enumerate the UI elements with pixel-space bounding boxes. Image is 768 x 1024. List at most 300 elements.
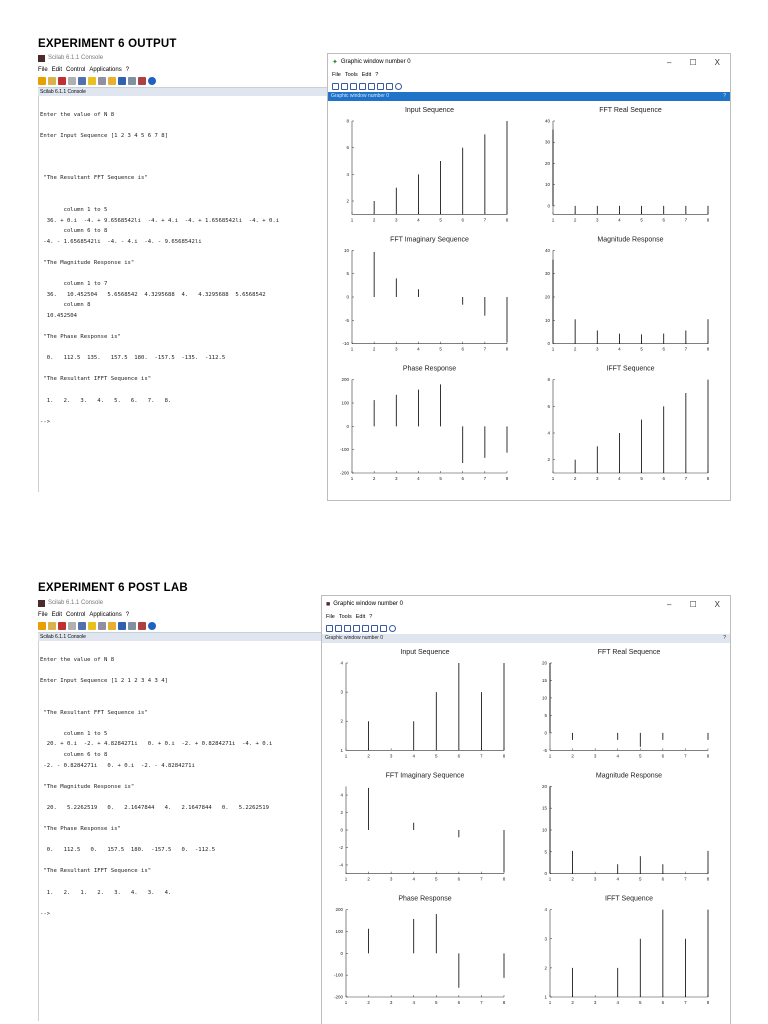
y-tick-label: 20 [544, 160, 550, 166]
console-line [40, 99, 330, 110]
x-tick-label: 4 [618, 476, 621, 481]
plot-area[interactable] [322, 643, 730, 1013]
console-toolbar [38, 620, 330, 632]
x-tick-label: 8 [706, 476, 710, 481]
y-tick-label: 10 [544, 182, 550, 188]
x-tick-label: 1 [344, 876, 348, 882]
datatip-icon[interactable] [362, 625, 369, 632]
x-tick-label: 1 [551, 217, 555, 223]
x-tick-label: 2 [571, 753, 574, 759]
console-line: column 1 to 5 [40, 206, 108, 213]
console-line: --> [40, 910, 51, 917]
stem-chart [547, 366, 709, 481]
console-line: 0. 112.5 135. 157.5 180. -157.5 -135. -112.5 [40, 355, 226, 362]
x-tick-label: 1 [350, 217, 354, 223]
zoom-fit-icon[interactable] [359, 83, 366, 90]
x-tick-label: 5 [639, 1000, 642, 1005]
x-tick-label: 7 [684, 876, 687, 882]
menu-help[interactable]: ? [375, 72, 379, 78]
y-tick-label: 10 [541, 827, 547, 833]
console-line: column 6 to 8 [40, 751, 108, 758]
x-tick-label: 7 [483, 217, 487, 223]
x-tick-label: 7 [684, 346, 688, 352]
help-icon[interactable] [148, 622, 156, 630]
y-tick-label: 0 [547, 203, 550, 209]
x-tick-label: 8 [505, 346, 509, 352]
y-tick-label: 100 [335, 929, 343, 934]
x-tick-label: 1 [350, 476, 354, 481]
menu-help[interactable]: ? [125, 611, 130, 618]
x-tick-label: 8 [502, 1000, 506, 1005]
console-line [40, 877, 330, 888]
x-tick-label: 6 [662, 476, 665, 481]
console-line [40, 247, 330, 258]
graphic-menu-bar [328, 70, 730, 80]
menu-tools[interactable]: Tools [338, 614, 352, 620]
console-line [40, 343, 330, 354]
module-icon[interactable] [128, 77, 136, 85]
plot-area[interactable] [328, 101, 730, 489]
x-tick-label: 7 [684, 753, 687, 759]
console-line: -2. - 0.8284271i 0. + 0.i -2. - 4.8284271i [40, 762, 195, 769]
x-tick-label: 7 [480, 1000, 483, 1005]
console-line: "The Phase Response is" [40, 334, 121, 341]
console-title: Scilab 6.1.1 Console [48, 600, 104, 606]
y-tick-label: 10 [343, 247, 349, 253]
new-script-icon[interactable] [38, 622, 46, 630]
x-tick-label: 8 [505, 476, 509, 481]
x-tick-label: 5 [439, 346, 442, 352]
x-tick-label: 6 [461, 346, 464, 352]
menu-file[interactable]: File [38, 611, 48, 618]
console-line: 20. 5.2262519 0. 2.1647844 4. 2.1647844 0. 5.2262519 [40, 804, 270, 811]
x-tick-label: 7 [684, 476, 688, 481]
y-tick-label: 0 [547, 341, 550, 347]
y-tick-label: 1 [544, 994, 547, 1000]
y-tick-label: 4 [340, 660, 343, 666]
x-tick-label: 1 [551, 346, 555, 352]
x-tick-label: 3 [596, 217, 599, 223]
console-line [40, 321, 330, 332]
copy-icon[interactable] [68, 622, 76, 630]
menu-applications[interactable]: Applications [89, 611, 122, 618]
console-line [40, 686, 330, 697]
x-tick-label: 7 [483, 346, 487, 352]
stem-chart [545, 107, 710, 222]
x-tick-label: 6 [662, 346, 665, 352]
y-tick-label: 200 [335, 907, 343, 913]
y-tick-label: 4 [340, 792, 343, 798]
graphic-window [321, 595, 731, 1024]
x-tick-label: 6 [457, 753, 461, 759]
graphic-help-mark[interactable]: ? [723, 635, 726, 641]
console-line: column 1 to 7 [40, 281, 108, 288]
console-line [40, 184, 330, 195]
console-line [40, 269, 330, 280]
y-tick-label: 3 [544, 936, 547, 942]
scilab-logo-icon [38, 600, 45, 607]
menu-edit[interactable]: Edit [51, 611, 63, 618]
rotate-icon[interactable] [332, 83, 339, 90]
console-line [40, 385, 330, 396]
x-tick-label: 2 [372, 346, 376, 352]
change-dir-icon[interactable] [88, 77, 96, 85]
y-tick-label: 3 [340, 689, 343, 695]
console-line [40, 163, 330, 174]
x-tick-label: 2 [573, 476, 577, 481]
zoom-fit-icon[interactable] [353, 625, 360, 632]
graphic-title: Graphic window number 0 [340, 59, 411, 65]
x-tick-label: 1 [344, 753, 348, 759]
y-tick-label: 8 [547, 377, 550, 383]
chart-title: Input Sequence [400, 649, 450, 656]
console-line: Enter Input Sequence [1 2 3 4 5 6 7 8] [40, 132, 168, 139]
console-line [40, 771, 330, 782]
y-tick-label: 40 [544, 118, 550, 124]
y-tick-label: 5 [544, 712, 547, 718]
x-tick-label: 3 [395, 217, 398, 223]
variables-icon[interactable] [118, 77, 126, 85]
x-tick-label: 7 [480, 753, 483, 759]
xcos-icon[interactable] [138, 622, 146, 630]
graphic-title-bar [328, 54, 730, 70]
graphic-title-bar [322, 596, 730, 612]
paste-icon[interactable] [78, 77, 86, 85]
console-line [40, 898, 330, 909]
y-tick-label: 200 [341, 377, 349, 383]
y-tick-label: -5 [542, 747, 547, 753]
axes-icon[interactable] [377, 83, 384, 90]
x-tick-label: 2 [573, 346, 577, 352]
help-icon[interactable] [389, 625, 396, 632]
x-tick-label: 1 [344, 1000, 348, 1005]
x-tick-label: 3 [389, 753, 393, 759]
x-tick-label: 3 [395, 346, 398, 352]
x-tick-label: 8 [706, 876, 710, 882]
x-tick-label: 8 [706, 1000, 710, 1005]
console-line: column 6 to 8 [40, 228, 108, 235]
graphic-window [327, 53, 731, 501]
console-title: Scilab 6.1.1 Console [48, 55, 104, 61]
pan-icon[interactable] [386, 83, 393, 90]
console-line: Enter Input Sequence [1 2 1 2 3 4 3 4] [40, 677, 168, 684]
zoom-in-icon[interactable] [341, 83, 348, 90]
x-tick-label: 2 [367, 876, 370, 882]
console-label: Scilab 6.1.1 Console [38, 632, 330, 641]
new-script-icon[interactable] [38, 77, 46, 85]
console-line [40, 644, 330, 655]
x-tick-label: 6 [461, 476, 464, 481]
x-tick-label: 5 [439, 476, 442, 481]
zoom-out-icon[interactable] [344, 625, 351, 632]
console-line: 20. + 0.i -2. + 4.8284271i 0. + 0.i -2. + 0.8284271i -4. + 0.i [40, 741, 273, 748]
y-tick-label: 0 [544, 871, 547, 877]
x-tick-label: 2 [571, 1000, 574, 1005]
y-tick-label: 4 [544, 907, 547, 913]
rotate-icon[interactable] [326, 625, 333, 632]
help-icon[interactable] [395, 83, 402, 90]
datatip-icon[interactable] [368, 83, 375, 90]
close-button[interactable]: X [714, 57, 720, 67]
y-tick-label: 4 [346, 171, 349, 177]
paste-icon[interactable] [78, 622, 86, 630]
graphic-window-icon: ✦ [332, 59, 338, 66]
y-tick-label: -200 [339, 470, 349, 476]
console-line: "The Resultant IFFT Sequence is" [40, 376, 152, 383]
x-tick-label: 3 [593, 876, 597, 882]
x-tick-label: 5 [640, 476, 643, 481]
stem-chart [339, 772, 506, 881]
console-line [40, 814, 330, 825]
stem-chart [542, 772, 710, 881]
browser-icon[interactable] [108, 77, 116, 85]
y-tick-label: 0 [346, 294, 349, 300]
x-tick-label: 4 [618, 346, 621, 352]
x-tick-label: 2 [372, 476, 376, 481]
minimize-button[interactable]: – [667, 57, 672, 67]
scilab-console-window [38, 597, 330, 1024]
print-icon[interactable] [98, 622, 106, 630]
y-tick-label: 0 [544, 730, 547, 736]
graphic-menu-bar [322, 612, 730, 622]
x-tick-label: 4 [417, 476, 420, 481]
x-tick-label: 3 [596, 476, 599, 481]
console-menu-bar [38, 609, 330, 620]
menu-file[interactable]: File [38, 66, 48, 73]
x-tick-label: 2 [573, 217, 577, 223]
console-line: column 8 [40, 302, 91, 309]
maximize-button[interactable]: ☐ [689, 57, 697, 67]
console-line: -4. - 1.6568542li -4. - 4.i -4. - 9.6568542li [40, 238, 202, 245]
x-tick-label: 6 [661, 753, 665, 759]
graphic-toolbar [328, 80, 730, 92]
y-tick-label: 0 [340, 950, 343, 956]
x-tick-label: 4 [616, 753, 619, 759]
x-tick-label: 1 [548, 753, 552, 759]
y-tick-label: 10 [541, 695, 547, 701]
x-tick-label: 8 [505, 217, 509, 223]
console-line: 1. 2. 1. 2. 3. 4. 3. 4. [40, 889, 172, 896]
menu-help[interactable]: ? [369, 614, 373, 620]
x-tick-label: 4 [417, 346, 420, 352]
x-tick-label: 5 [439, 217, 442, 223]
y-tick-label: -100 [333, 972, 343, 978]
x-tick-label: 8 [502, 876, 506, 882]
x-tick-label: 8 [706, 217, 710, 223]
pan-icon[interactable] [380, 625, 387, 632]
console-title-bar [38, 597, 330, 609]
cut-icon[interactable] [58, 77, 66, 85]
y-tick-label: 20 [544, 294, 550, 300]
y-tick-label: 2 [544, 965, 547, 971]
maximize-button[interactable]: ☐ [689, 599, 697, 609]
x-tick-label: 3 [389, 1000, 393, 1005]
menu-file[interactable]: File [332, 72, 341, 78]
console-line: "The Resultant IFFT Sequence is" [40, 868, 152, 875]
console-line: --> [40, 418, 51, 425]
chart-title: Phase Response [402, 365, 457, 373]
x-tick-label: 3 [593, 1000, 597, 1005]
x-tick-label: 1 [548, 1000, 552, 1005]
chart-title: IFFT Sequence [606, 365, 655, 373]
zoom-out-icon[interactable] [350, 83, 357, 90]
console-output[interactable] [38, 641, 330, 1021]
stem-chart [340, 649, 505, 758]
stem-chart [342, 236, 508, 351]
graphic-label-text: Graphic window number 0 [325, 635, 384, 641]
axes-icon[interactable] [371, 625, 378, 632]
stem-chart [340, 366, 509, 481]
y-tick-label: 5 [346, 271, 349, 277]
console-line [40, 120, 330, 131]
console-line: "The Resultant FFT Sequence is" [40, 175, 148, 182]
x-tick-label: 2 [571, 876, 574, 882]
chart-title: Magnitude Response [597, 236, 664, 244]
x-tick-label: 4 [412, 876, 415, 882]
copy-icon[interactable] [68, 77, 76, 85]
menu-edit[interactable]: Edit [51, 66, 63, 73]
console-line: 1. 2. 3. 4. 5. 6. 7. 8. [40, 397, 172, 404]
x-tick-label: 4 [618, 217, 621, 223]
y-tick-label: 40 [544, 247, 550, 253]
menu-control[interactable]: Control [66, 611, 86, 618]
console-line [40, 141, 330, 152]
y-tick-label: 2 [340, 810, 343, 816]
y-tick-label: 8 [346, 118, 349, 124]
console-line [40, 697, 330, 708]
console-line [40, 856, 330, 867]
x-tick-label: 4 [412, 1000, 415, 1005]
console-line: Enter the value of N 8 [40, 656, 115, 663]
console-line [40, 835, 330, 846]
change-dir-icon[interactable] [88, 622, 96, 630]
y-tick-label: 6 [346, 145, 349, 151]
x-tick-label: 2 [372, 217, 376, 223]
x-tick-label: 1 [551, 476, 555, 481]
y-tick-label: 10 [544, 317, 550, 323]
console-line [40, 364, 330, 375]
graphic-label [322, 634, 730, 643]
x-tick-label: 2 [367, 1000, 370, 1005]
x-tick-label: 6 [661, 1000, 665, 1005]
menu-applications[interactable]: Applications [89, 66, 122, 73]
open-file-icon[interactable] [48, 622, 56, 630]
chart-title: FFT Imaginary Sequence [390, 236, 469, 244]
x-tick-label: 3 [596, 346, 599, 352]
x-tick-label: 8 [706, 346, 710, 352]
console-line: 36. + 0.i -4. + 9.6568542li -4. + 4.i -4. + 1.6568542li -4. + 0.i [40, 217, 280, 224]
console-line: 36. 10.452504 5.6568542 4.3295688 4. 4.3295688 5.6568542 [40, 291, 266, 298]
x-tick-label: 6 [461, 217, 464, 223]
console-title-bar [38, 52, 330, 64]
menu-control[interactable]: Control [66, 66, 86, 73]
x-tick-label: 3 [593, 753, 597, 759]
x-tick-label: 3 [395, 476, 398, 481]
graphic-help-mark[interactable]: ? [723, 93, 726, 99]
x-tick-label: 4 [412, 753, 415, 759]
chart-title: FFT Real Sequence [599, 107, 662, 114]
y-tick-label: 5 [544, 849, 547, 855]
x-tick-label: 6 [457, 876, 461, 882]
minimize-button[interactable]: – [667, 599, 672, 609]
x-tick-label: 4 [417, 217, 420, 223]
x-tick-label: 1 [350, 346, 354, 352]
x-tick-label: 5 [435, 1000, 438, 1005]
console-line: "The Resultant FFT Sequence is" [40, 709, 148, 716]
console-toolbar [38, 75, 330, 87]
cut-icon[interactable] [58, 622, 66, 630]
x-tick-label: 6 [662, 217, 665, 223]
scilab-console-window [38, 52, 330, 502]
x-tick-label: 6 [457, 1000, 461, 1005]
console-line: "The Phase Response is" [40, 826, 121, 833]
chart-title: FFT Real Sequence [597, 649, 661, 656]
y-tick-label: 20 [541, 783, 547, 789]
x-tick-label: 4 [616, 1000, 619, 1005]
console-output[interactable] [38, 96, 330, 492]
x-tick-label: 5 [640, 217, 643, 223]
menu-edit[interactable]: Edit [355, 614, 366, 620]
console-line [40, 152, 330, 163]
x-tick-label: 3 [389, 876, 393, 882]
menu-file[interactable]: File [326, 614, 335, 620]
chart-title: FFT Imaginary Sequence [385, 772, 465, 780]
y-tick-label: 4 [547, 430, 550, 436]
x-tick-label: 2 [367, 753, 370, 759]
x-tick-label: 8 [502, 753, 506, 759]
x-tick-label: 4 [616, 876, 619, 882]
x-tick-label: 5 [639, 876, 642, 882]
graphic-toolbar [322, 622, 730, 634]
x-tick-label: 7 [684, 1000, 687, 1005]
x-tick-label: 7 [684, 217, 688, 223]
y-tick-label: 6 [547, 403, 550, 409]
print-icon[interactable] [98, 77, 106, 85]
module-icon[interactable] [128, 622, 136, 630]
close-button[interactable]: X [714, 599, 720, 609]
x-tick-label: 5 [640, 346, 643, 352]
x-tick-label: 8 [706, 753, 710, 759]
x-tick-label: 5 [435, 753, 438, 759]
y-tick-label: -4 [338, 862, 343, 868]
y-tick-label: 30 [544, 271, 550, 277]
open-file-icon[interactable] [48, 77, 56, 85]
x-tick-label: 7 [480, 876, 483, 882]
console-line [40, 718, 330, 729]
console-line [40, 194, 330, 205]
xcos-icon[interactable] [138, 77, 146, 85]
console-line [40, 406, 330, 417]
help-icon[interactable] [148, 77, 156, 85]
menu-edit[interactable]: Edit [361, 72, 372, 78]
scilab-logo-icon [38, 55, 45, 62]
y-tick-label: 2 [346, 198, 349, 204]
chart-title: IFFT Sequence [604, 895, 654, 903]
console-line: "The Magnitude Response is" [40, 259, 135, 266]
y-tick-label: 20 [541, 660, 547, 666]
zoom-in-icon[interactable] [335, 625, 342, 632]
menu-help[interactable]: ? [125, 66, 130, 73]
y-tick-label: -5 [344, 317, 349, 323]
x-tick-label: 5 [435, 876, 438, 882]
x-tick-label: 7 [483, 476, 487, 481]
menu-tools[interactable]: Tools [344, 72, 358, 78]
y-tick-label: -200 [333, 994, 343, 1000]
browser-icon[interactable] [108, 622, 116, 630]
console-line: Enter the value of N 8 [40, 111, 115, 118]
variables-icon[interactable] [118, 622, 126, 630]
y-tick-label: -2 [338, 844, 343, 850]
